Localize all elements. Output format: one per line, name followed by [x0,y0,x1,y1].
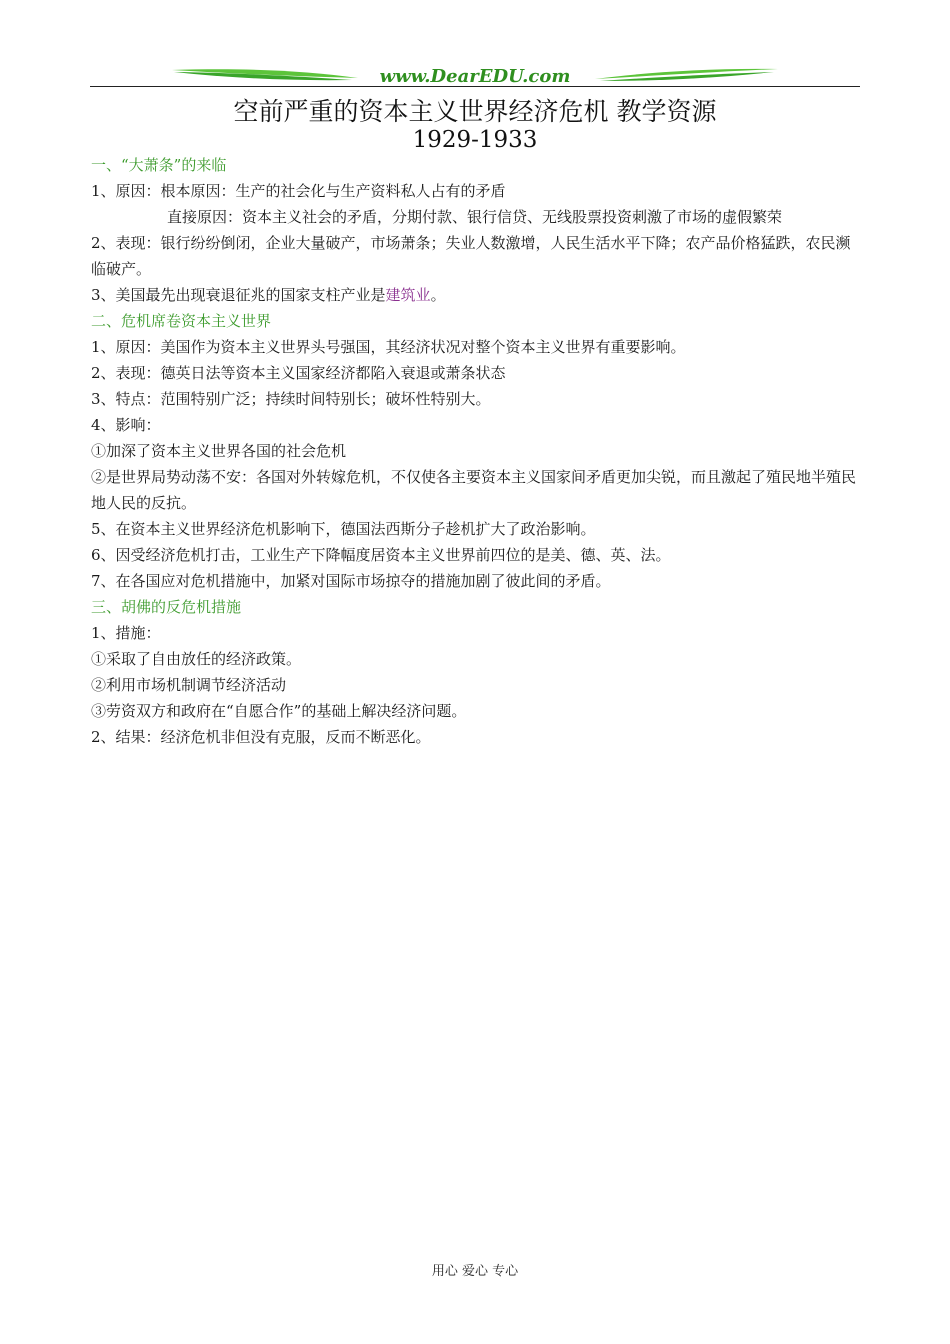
list-item: 6、因受经济危机打击，工业生产下降幅度居资本主义世界前四位的是美、德、英、法。 [91,546,671,564]
list-item: ③劳资双方和政府在“自愿合作”的基础上解决经济问题。 [91,702,467,720]
list-item: 1、措施： [91,624,161,642]
list-item: 2、表现：德英日法等资本主义国家经济都陷入衰退或萧条状态 [91,364,506,382]
page-title: 空前严重的资本主义世界经济危机 教学资源 [233,97,717,126]
pillar-industry-line [91,282,861,308]
svg-text:www.DearEDU.com: www.DearEDU.com [379,66,571,87]
cause-root: 1、原因：根本原因：生产的社会化与生产资料私人占有的矛盾 [91,182,506,200]
page-subtitle: 1929-1933 [412,127,538,153]
section-heading-3: 三、胡佛的反危机措施 [91,598,242,616]
list-item: ①加深了资本主义世界各国的社会危机 [91,442,347,460]
list-item: ②是世界局势动荡不安：各国对外转嫁危机，不仅使各主要资本主义国家间矛盾更加尖锐，而且激起了殖民地半殖民地人民的反抗。 [91,468,857,512]
list-item: ①采取了自由放任的经济政策。 [91,650,302,668]
page-header [90,62,860,90]
list-item: 4、影响： [91,416,161,434]
list-item: 5、在资本主义世界经济危机影响下，德国法西斯分子趁机扩大了政治影响。 [91,520,596,538]
header-rule [90,86,860,87]
section-heading-2: 二、危机席卷资本主义世界 [91,312,272,330]
cause-direct: 直接原因：资本主义社会的矛盾，分期付款、银行信贷、无线股票投资刺激了市场的虚假繁荣 [167,208,783,226]
manifestation: 2、表现：银行纷纷倒闭，企业大量破产，市场萧条；失业人数激增，人民生活水平下降；农产品价格猛跌，农民濒临破产。 [91,234,851,278]
list-item: 7、在各国应对危机措施中，加紧对国际市场掠夺的措施加剧了彼此间的矛盾。 [91,572,611,590]
pillar-industry-text: 3、美国最先出现衰退征兆的国家支柱产业是 [91,286,386,304]
page-footer: 用心 爱心 专心 [431,1264,519,1279]
list-item: 1、原因：美国作为资本主义世界头号强国，其经济状况对整个资本主义世界有重要影响。 [91,338,686,356]
pillar-industry-highlight: 建筑业 [385,286,431,304]
list-item: 3、特点：范围特别广泛；持续时间特别长；破坏性特别大。 [91,390,491,408]
list-item: ②利用市场机制调节经济活动 [91,676,287,694]
section-heading-1: 一、“大萧条”的来临 [91,156,227,174]
list-item: 2、结果：经济危机非但没有克服，反而不断恶化。 [91,728,431,746]
pillar-industry-suffix: 。 [430,286,446,304]
document-body [91,152,861,750]
